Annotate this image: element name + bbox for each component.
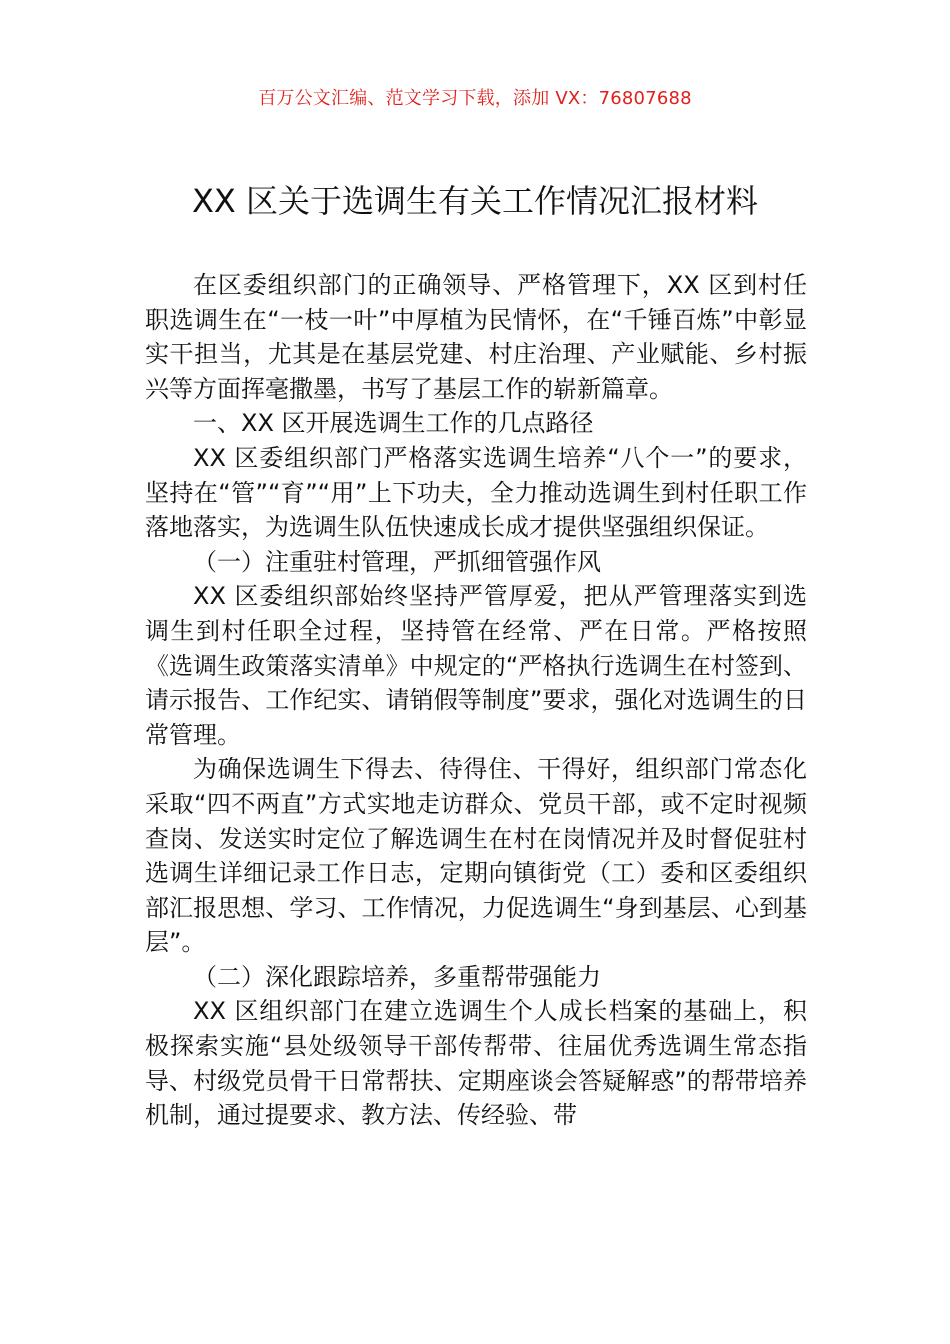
section-heading-1: 一、XX 区开展选调生工作的几点路径 <box>193 409 594 438</box>
paragraph: XX 区组织部门在建立选调生个人成长档案的基础上，积极探索实施“县处级领导干部传帮带、往届优秀选调生常态指导、村级党员骨干日常帮扶、定期座谈会答疑解惑”的帮带培养机制，通过提要求、教方法、传经验、带 <box>145 997 807 1130</box>
paragraph: 为确保选调生下得去、待得住、干得好，组织部门常态化采取“四不两直”方式实地走访群众、党员干部，或不定时视频查岗、发送实时定位了解选调生在村在岗情况并及时督促驻村选调生详细记录工作日志，定期向镇街党（工）委和区委组织部汇报思想、学习、工作情况，力促选调生“身到基层、心到基层”。 <box>145 755 807 957</box>
document-title: XX 区关于选调生有关工作情况汇报材料 <box>191 182 759 220</box>
document-body <box>145 268 807 1133</box>
paragraph-intro: 在区委组织部门的正确领导、严格管理下，XX 区到村任职选调生在“一枝一叶”中厚植为民情怀，在“千锤百炼”中彰显实干担当，尤其是在基层党建、村庄治理、产业赋能、乡村振兴等方面挥毫撒墨，书写了基层工作的崭新篇章。 <box>145 271 807 403</box>
header-note: 百万公文汇编、范文学习下载，添加 VX：76807688 <box>258 88 692 109</box>
paragraph: XX 区委组织部门严格落实选调生培养“八个一”的要求，坚持在“管”“育”“用”上下功夫，全力推动选调生到村任职工作落地落实，为选调生队伍快速成长成才提供坚强组织保证。 <box>145 443 807 542</box>
subsection-heading-1: （一）注重驻村管理，严抓细管强作风 <box>193 547 601 576</box>
paragraph: XX 区委组织部始终坚持严管厚爱，把从严管理落实到选调生到村任职全过程，坚持管在经常、严在日常。严格按照《选调生政策落实清单》中规定的“严格执行选调生在村签到、请示报告、工作纪实、请销假等制度”要求，强化对选调生的日常管理。 <box>145 582 807 749</box>
subsection-heading-2: （二）深化跟踪培养，多重帮带强能力 <box>193 962 601 991</box>
